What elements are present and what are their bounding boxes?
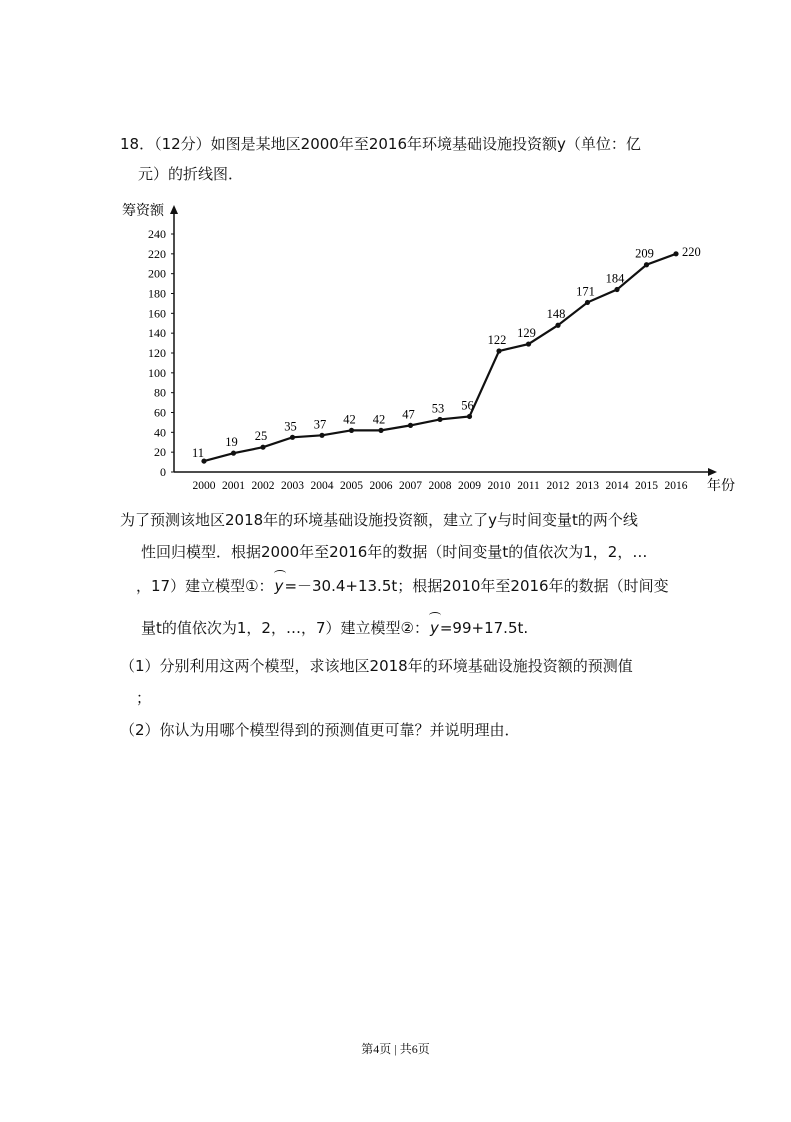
sub-question-2: （2）你认为用哪个模型得到的预测值更可靠？并说明理由． — [120, 721, 520, 739]
y-tick-label: 60 — [154, 405, 166, 420]
x-axis-label: 年份 — [707, 478, 735, 494]
data-label: 56 — [461, 398, 474, 413]
sub-question-1-end: ； — [136, 689, 152, 707]
x-tick-label: 2011 — [517, 480, 540, 492]
investment-line-chart — [110, 198, 740, 498]
body-line-1: 为了预测该地区2018年的环境基础设施投资额，建立了y与时间变量t的两个线 — [120, 511, 638, 529]
data-point — [378, 428, 383, 433]
x-tick-label: 2009 — [458, 480, 481, 492]
data-label: 220 — [682, 244, 701, 259]
data-label: 42 — [372, 412, 386, 427]
data-label: 42 — [343, 412, 356, 427]
data-label: 25 — [254, 429, 268, 444]
data-point — [437, 417, 442, 422]
x-tick-labels — [193, 480, 688, 492]
page-footer: 第4页 | 共6页 — [361, 1042, 430, 1056]
data-point — [467, 414, 472, 419]
data-label: 53 — [431, 401, 445, 416]
data-label: 171 — [576, 284, 595, 299]
data-labels — [192, 245, 701, 460]
x-tick-label: 2007 — [399, 480, 422, 492]
y-tick-label: 240 — [148, 227, 166, 241]
body-line-4 — [141, 618, 528, 638]
data-label: 209 — [635, 246, 654, 261]
x-tick-label: 2001 — [222, 480, 245, 492]
data-point — [408, 423, 413, 428]
data-label: 129 — [517, 326, 536, 341]
y-tick-label: 160 — [148, 306, 166, 321]
data-label: 47 — [402, 407, 415, 422]
data-label: 37 — [313, 417, 327, 432]
x-tick-label: 2012 — [546, 480, 570, 492]
data-label: 184 — [605, 271, 625, 286]
data-point — [349, 428, 354, 433]
body-line-2: 性回归模型．根据2000年至2016年的数据（时间变量t的值依次为1，2，… — [141, 543, 648, 561]
data-label: 35 — [284, 419, 297, 434]
y-tick-labels — [148, 227, 174, 479]
x-tick-label: 2016 — [664, 480, 688, 492]
data-point — [231, 451, 236, 456]
data-label: 148 — [546, 307, 566, 322]
y-tick-label: 40 — [154, 425, 166, 440]
data-point — [526, 341, 531, 346]
x-tick-label: 2008 — [428, 480, 452, 492]
data-point — [555, 323, 560, 328]
data-point — [585, 300, 590, 305]
y-tick-label: 0 — [160, 465, 166, 479]
body-line-3 — [136, 576, 669, 596]
x-tick-label: 2014 — [605, 480, 629, 492]
y-tick-label: 120 — [148, 346, 166, 360]
chart-axes — [170, 205, 717, 476]
data-point — [673, 251, 678, 256]
y-tick-label: 20 — [154, 445, 166, 460]
question-line-2: 元）的折线图． — [138, 165, 244, 183]
question-line-1: 18．（12分）如图是某地区2000年至2016年环境基础设施投资额y（单位：亿 — [120, 135, 641, 153]
x-tick-label: 2002 — [251, 480, 275, 492]
x-tick-label: 2000 — [192, 480, 216, 492]
model-2-formula: =99+17.5t. — [439, 619, 529, 637]
y-tick-label: 200 — [148, 266, 166, 281]
x-tick-label: 2010 — [487, 480, 511, 492]
data-point — [290, 435, 295, 440]
data-label: 19 — [225, 435, 238, 450]
y-tick-label: 180 — [148, 286, 166, 301]
data-label: 11 — [191, 446, 205, 461]
x-tick-label: 2004 — [310, 480, 334, 492]
y-tick-label: 220 — [148, 246, 166, 261]
data-point — [260, 445, 265, 450]
y-axis-arrow — [170, 205, 178, 214]
y-tick-label: 100 — [148, 365, 166, 380]
y-axis-label: 筹资额 — [122, 203, 164, 219]
x-tick-label: 2013 — [576, 480, 599, 492]
x-tick-label: 2015 — [635, 480, 658, 492]
data-point — [496, 348, 501, 353]
x-tick-label: 2006 — [369, 480, 393, 492]
y-tick-label: 80 — [154, 385, 166, 400]
y-hat-symbol-2: y — [429, 619, 439, 637]
y-tick-label: 140 — [148, 326, 166, 341]
model-2-prefix: 量t的值依次为1，2，…，7）建立模型②： — [141, 619, 429, 637]
x-tick-label: 2005 — [340, 480, 363, 492]
y-hat-symbol: y — [274, 577, 284, 595]
model-1-prefix: ，17）建立模型①： — [136, 577, 274, 595]
model-1-formula: =－30.4+13.5t；根据2010年至2016年的数据（时间变 — [284, 577, 669, 595]
x-tick-label: 2003 — [281, 480, 304, 492]
data-point — [644, 262, 649, 267]
data-point — [614, 287, 619, 292]
x-axis-arrow — [708, 468, 717, 476]
data-label: 122 — [487, 333, 507, 348]
sub-question-1: （1）分别利用这两个模型，求该地区2018年的环境基础设施投资额的预测值 — [120, 657, 633, 675]
data-point — [319, 433, 324, 438]
